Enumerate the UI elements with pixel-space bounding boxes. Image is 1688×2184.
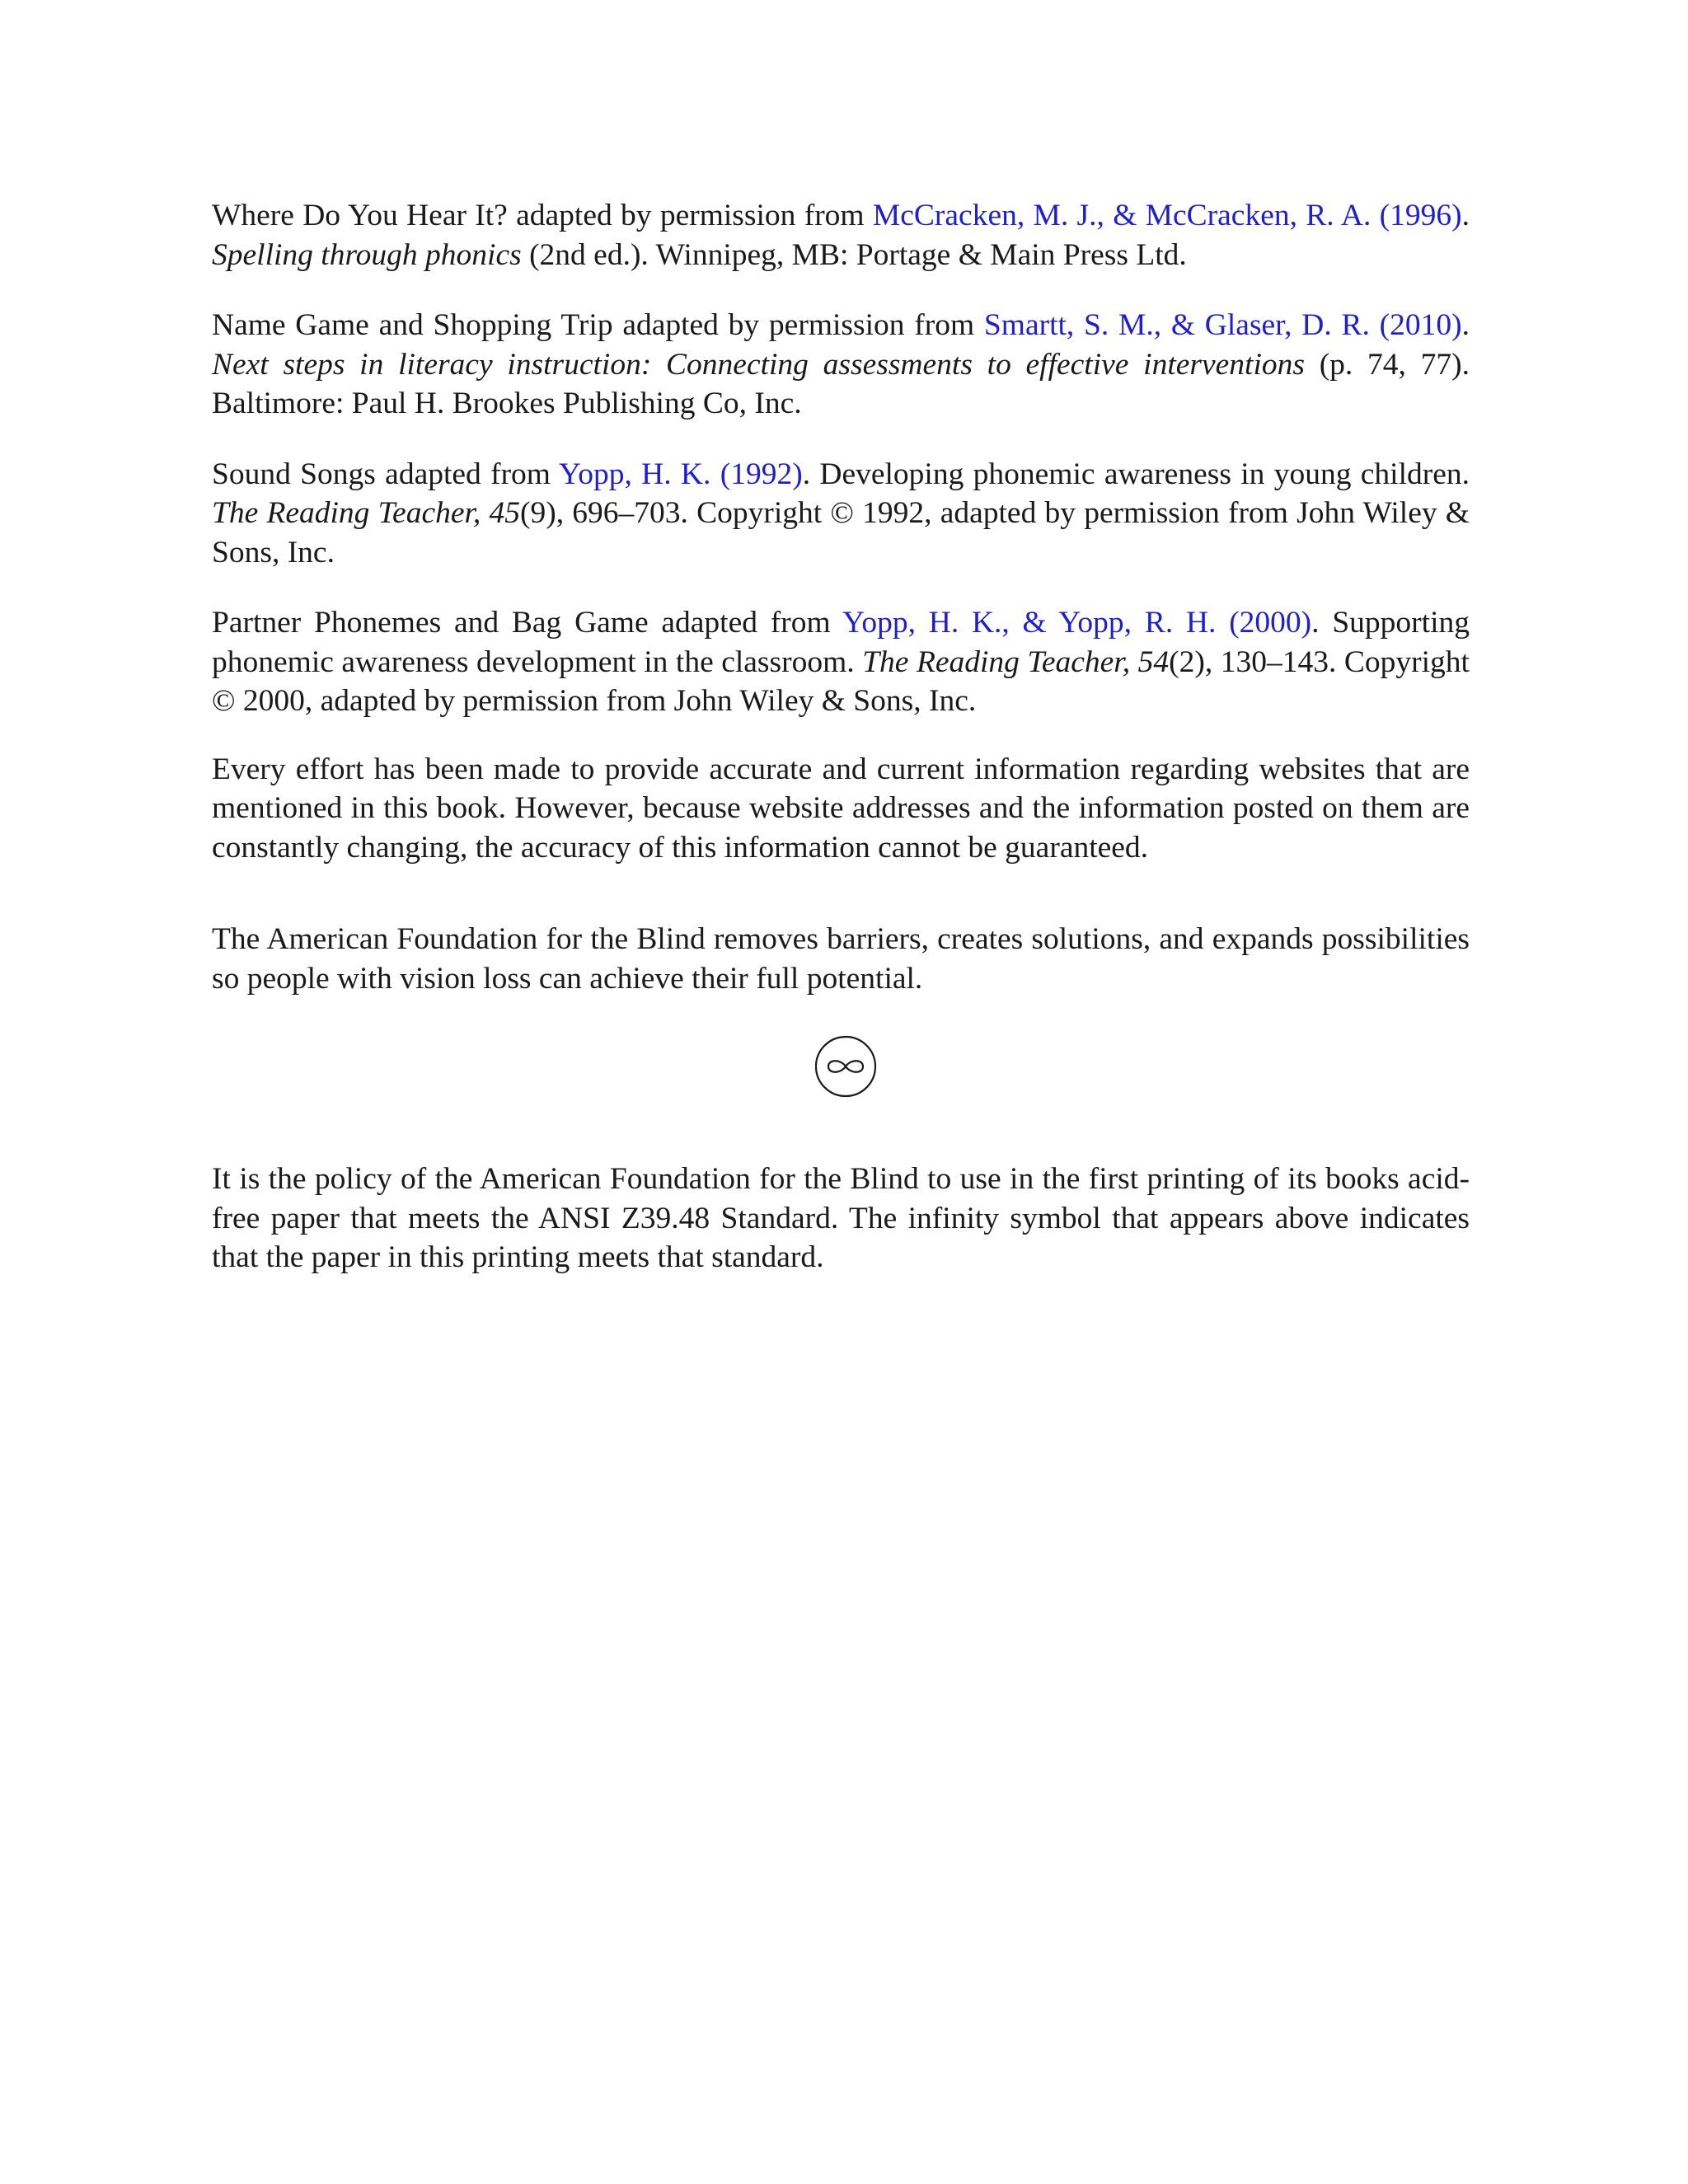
infinity-icon — [814, 1034, 878, 1099]
credit-paragraph-yopp-1992 — [212, 455, 1470, 573]
acid-free-symbol — [212, 1034, 1470, 1099]
credit-lead: Sound Songs adapted from — [212, 457, 559, 491]
credit-title: Spelling through phonics — [212, 237, 522, 272]
credit-paragraph-yopp-2000 — [212, 603, 1470, 721]
credit-paragraph-mccracken — [212, 196, 1470, 274]
credit-title: The Reading Teacher, 45 — [212, 496, 520, 530]
credit-after-link: . — [1461, 199, 1470, 232]
credit-tail: (9), 696–703. Copyright © 1992, adapted by permission from John Wiley & Sons, Inc. — [212, 496, 1470, 569]
credit-lead: Where Do You Hear It? adapted by permission from — [212, 199, 873, 232]
copyright-page — [212, 196, 1470, 1277]
credit-lead: Name Game and Shopping Trip adapted by permission from — [212, 308, 984, 342]
paper-policy: It is the policy of the American Foundation for the Blind to use in the first printing of its books acid-free paper that meets the ANSI Z39.48 Standard. The infinity symbol that appears above indicates that the paper in this printing meets that standard. — [212, 1162, 1470, 1274]
credit-tail: (p. 74, 77). Baltimore: Paul H. Brookes Publishing Co, Inc. — [212, 347, 1470, 420]
credit-after-link: . — [1461, 308, 1470, 342]
credit-paragraph-smartt — [212, 306, 1470, 424]
citation-link-mccracken[interactable]: McCracken, M. J., & McCracken, R. A. (1996) — [872, 199, 1462, 232]
mission-statement: The American Foundation for the Blind removes barriers, creates solutions, and expands possibilities so people with vision loss can achieve their full potential. — [212, 922, 1470, 996]
citation-link-yopp-1992[interactable]: Yopp, H. K. (1992) — [558, 457, 803, 491]
credit-title: Next steps in literacy instruction: Connecting assessments to effective interventions — [212, 347, 1305, 382]
credit-tail: (2), 130–143. Copyright © 2000, adapted by permission from John Wiley & Sons, Inc. — [212, 644, 1470, 718]
credit-after-link: . Supporting phonemic awareness development in the classroom. — [212, 606, 1470, 679]
website-disclaimer: Every effort has been made to provide accurate and current information regarding websites that are mentioned in this book. However, because website addresses and the information posted on them are constantly changing, the accuracy of this information cannot be guaranteed. — [212, 752, 1470, 865]
citation-link-smartt[interactable]: Smartt, S. M., & Glaser, D. R. (2010) — [983, 308, 1462, 342]
credit-lead: Partner Phonemes and Bag Game adapted from — [212, 606, 843, 640]
credit-title: The Reading Teacher, 54 — [862, 644, 1170, 679]
credit-after-link: . Developing phonemic awareness in young children. — [802, 457, 1470, 491]
credit-tail: (2nd ed.). Winnipeg, MB: Portage & Main Press Ltd. — [521, 237, 1187, 272]
citation-link-yopp-2000[interactable]: Yopp, H. K., & Yopp, R. H. (2000) — [842, 606, 1312, 640]
